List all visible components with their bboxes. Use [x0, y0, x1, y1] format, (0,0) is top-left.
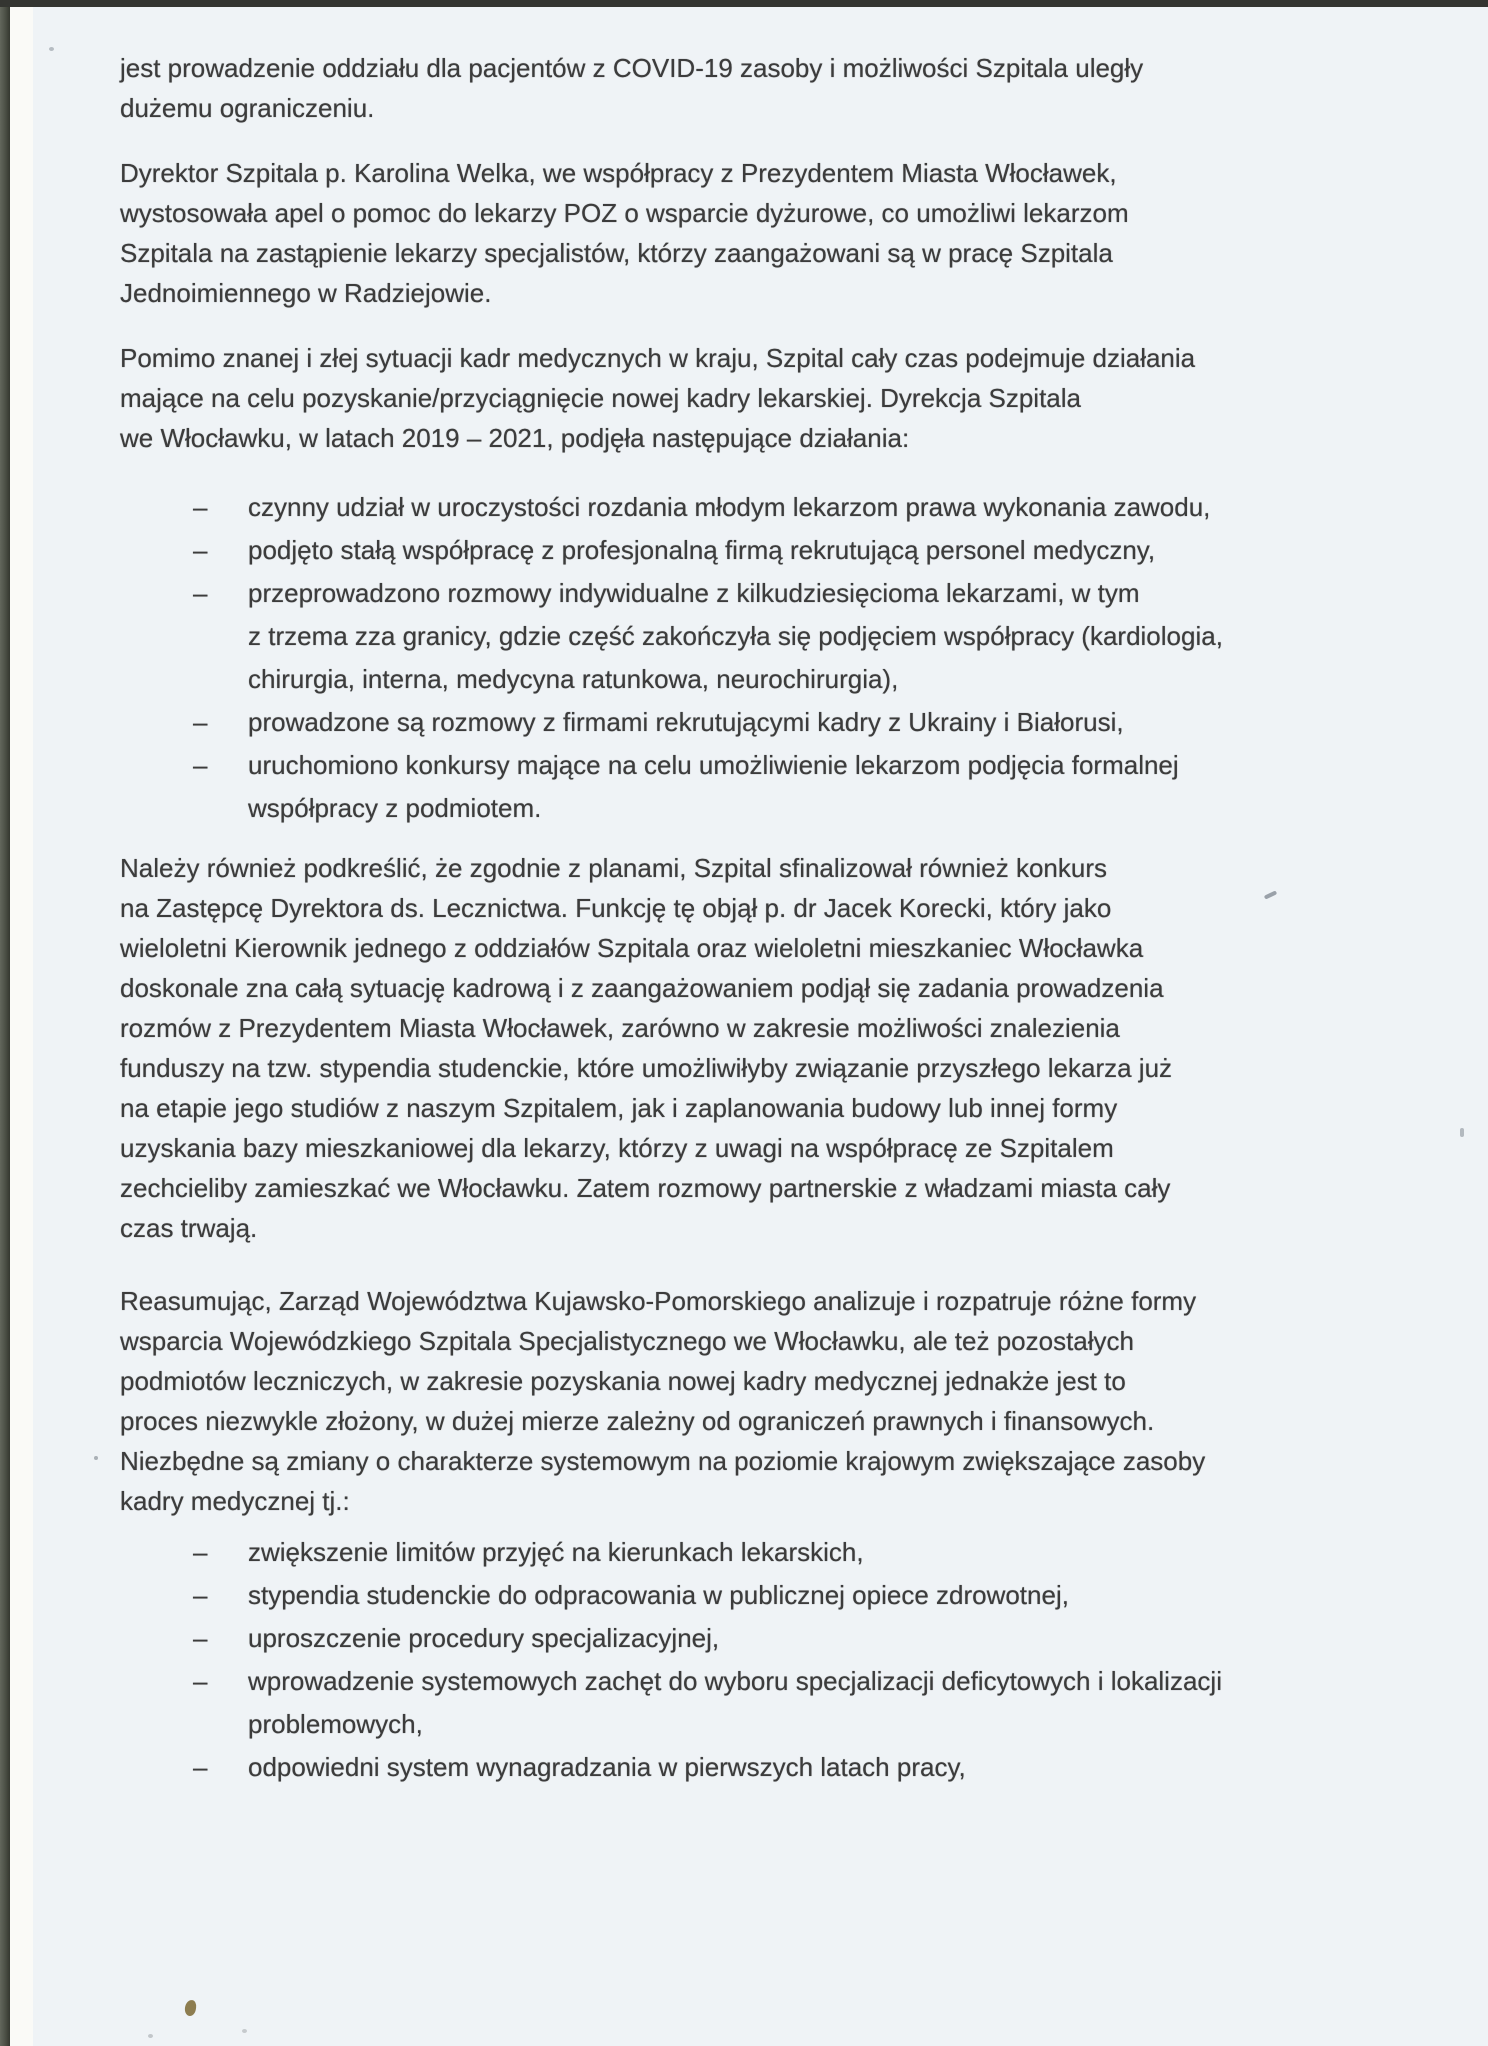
list-item: [193, 1531, 1420, 1574]
scan-speck: [242, 2029, 247, 2033]
text-line: czas trwają.: [120, 1213, 258, 1243]
text-line: Dyrektor Szpitala p. Karolina Welka, we współpracy z Prezydentem Miasta Włocławek,: [120, 158, 1117, 188]
bullet-list-recruitment-actions: [193, 486, 1420, 830]
list-item-text: [248, 529, 1420, 572]
paragraph-summary: [120, 1281, 1420, 1521]
text-line: prowadzone są rozmowy z firmami rekrutującymi kadry z Ukrainy i Białorusi,: [248, 707, 1124, 737]
text-line: stypendia studenckie do odpracowania w publicznej opiece zdrowotnej,: [248, 1580, 1069, 1610]
text-line: podjęto stałą współpracę z profesjonalną firmą rekrutującą personel medyczny,: [248, 535, 1156, 565]
text-line: współpracy z podmiotem.: [248, 793, 542, 823]
list-item: [193, 701, 1420, 744]
list-item: [193, 529, 1420, 572]
bullet-dash: –: [193, 578, 208, 608]
text-line: we Włocławku, w latach 2019 – 2021, podjęła następujące działania:: [120, 423, 910, 453]
list-item-text: [248, 1574, 1420, 1617]
text-line: Należy również podkreślić, że zgodnie z planami, Szpital sfinalizował również konkurs: [120, 853, 1107, 883]
scan-edge-top: [0, 0, 1488, 7]
text-line: uruchomiono konkursy mające na celu umożliwienie lekarzom podjęcia formalnej: [248, 750, 1179, 780]
text-line: odpowiedni system wynagradzania w pierwszych latach pracy,: [248, 1752, 966, 1782]
paragraph-deputy-director: [120, 848, 1420, 1248]
list-item-text: [248, 1660, 1420, 1746]
text-line: uproszczenie procedury specjalizacyjnej,: [248, 1623, 720, 1653]
text-line: zwiększenie limitów przyjęć na kierunkach lekarskich,: [248, 1537, 864, 1567]
scan-edge-left: [0, 0, 10, 2046]
text-line: na Zastępcę Dyrektora ds. Lecznictwa. Funkcję tę objął p. dr Jacek Korecki, który jako: [120, 893, 1112, 923]
text-line: chirurgia, interna, medycyna ratunkowa, neurochirurgia),: [248, 664, 899, 694]
bullet-dash: –: [193, 750, 208, 780]
list-item-text: [248, 701, 1420, 744]
document-body: [120, 48, 1420, 1789]
text-line: problemowych,: [248, 1709, 423, 1739]
text-line: czynny udział w uroczystości rozdania młodym lekarzom prawa wykonania zawodu,: [248, 492, 1211, 522]
bullet-dash: –: [193, 1752, 208, 1782]
list-item-text: [248, 572, 1420, 701]
list-item-text: [248, 744, 1420, 830]
bullet-dash: –: [193, 1580, 208, 1610]
text-line: Jednoimiennego w Radziejowie.: [120, 278, 492, 308]
text-line: Reasumując, Zarząd Województwa Kujawsko-Pomorskiego analizuje i rozpatruje różne formy: [120, 1286, 1197, 1316]
paragraph-director-appeal: [120, 153, 1420, 313]
text-line: podmiotów leczniczych, w zakresie pozyskania nowej kadry medycznej jednakże jest to: [120, 1366, 1126, 1396]
text-line: zechcieliby zamieszkać we Włocławku. Zatem rozmowy partnerskie z władzami miasta cały: [120, 1173, 1171, 1203]
bullet-list-system-changes: [193, 1531, 1420, 1789]
text-line: doskonale zna całą sytuację kadrową i z zaangażowaniem podjął się zadania prowadzenia: [120, 973, 1164, 1003]
bullet-dash: –: [193, 707, 208, 737]
text-line: rozmów z Prezydentem Miasta Włocławek, zarówno w zakresie możliwości znalezienia: [120, 1013, 1120, 1043]
text-line: na etapie jego studiów z naszym Szpitalem, jak i zaplanowania budowy lub innej formy: [120, 1093, 1118, 1123]
scan-speck: [49, 47, 54, 51]
bullet-dash: –: [193, 1623, 208, 1653]
text-line: Szpitala na zastąpienie lekarzy specjalistów, którzy zaangażowani są w pracę Szpitala: [120, 238, 1113, 268]
text-line: z trzema zza granicy, gdzie część zakończyła się podjęciem współpracy (kardiologia,: [248, 621, 1223, 651]
paragraph-recruitment-intro: [120, 338, 1420, 458]
text-line: mające na celu pozyskanie/przyciągnięcie nowej kadry lekarskiej. Dyrekcja Szpitala: [120, 383, 1081, 413]
text-line: wystosowała apel o pomoc do lekarzy POZ o wsparcie dyżurowe, co umożliwi lekarzom: [120, 198, 1129, 228]
text-line: jest prowadzenie oddziału dla pacjentów z COVID-19 zasoby i możliwości Szpitala uległy: [120, 53, 1144, 83]
scan-speck: [1460, 1128, 1464, 1137]
text-line: Niezbędne są zmiany o charakterze systemowym na poziomie krajowym zwiększające zasoby: [120, 1446, 1206, 1476]
text-line: wieloletni Kierownik jednego z oddziałów Szpitala oraz wieloletni mieszkaniec Włocławka: [120, 933, 1144, 963]
paragraph-covid-impact: [120, 48, 1420, 128]
scan-speck: [148, 2034, 153, 2038]
text-line: proces niezwykle złożony, w dużej mierze zależny od ograniczeń prawnych i finansowych.: [120, 1406, 1155, 1436]
bullet-dash: –: [193, 492, 208, 522]
scan-paper-edge-strip: [10, 0, 33, 2046]
scan-stain: [184, 1999, 197, 2016]
bullet-dash: –: [193, 535, 208, 565]
text-line: funduszy na tzw. stypendia studenckie, które umożliwiłyby związanie przyszłego lekarza już: [120, 1053, 1173, 1083]
bullet-dash: –: [193, 1537, 208, 1567]
text-line: uzyskania bazy mieszkaniowej dla lekarzy, którzy z uwagi na współpracę ze Szpitalem: [120, 1133, 1114, 1163]
text-line: wsparcia Wojewódzkiego Szpitala Specjalistycznego we Włocławku, ale też pozostałych: [120, 1326, 1134, 1356]
text-line: wprowadzenie systemowych zachęt do wyboru specjalizacji deficytowych i lokalizacji: [248, 1666, 1222, 1696]
text-line: Pomimo znanej i złej sytuacji kadr medycznych w kraju, Szpital cały czas podejmuje działania: [120, 343, 1196, 373]
list-item-text: [248, 486, 1420, 529]
text-line: dużemu ograniczeniu.: [120, 93, 375, 123]
list-item: [193, 1617, 1420, 1660]
list-item: [193, 1746, 1420, 1789]
list-item: [193, 572, 1420, 701]
list-item: [193, 744, 1420, 830]
scan-speck: [94, 1456, 98, 1460]
bullet-dash: –: [193, 1666, 208, 1696]
list-item: [193, 1574, 1420, 1617]
list-item: [193, 486, 1420, 529]
list-item-text: [248, 1617, 1420, 1660]
text-line: kadry medycznej tj.:: [120, 1486, 350, 1516]
list-item: [193, 1660, 1420, 1746]
list-item-text: [248, 1531, 1420, 1574]
list-item-text: [248, 1746, 1420, 1789]
text-line: przeprowadzono rozmowy indywidualne z kilkudziesięcioma lekarzami, w tym: [248, 578, 1140, 608]
